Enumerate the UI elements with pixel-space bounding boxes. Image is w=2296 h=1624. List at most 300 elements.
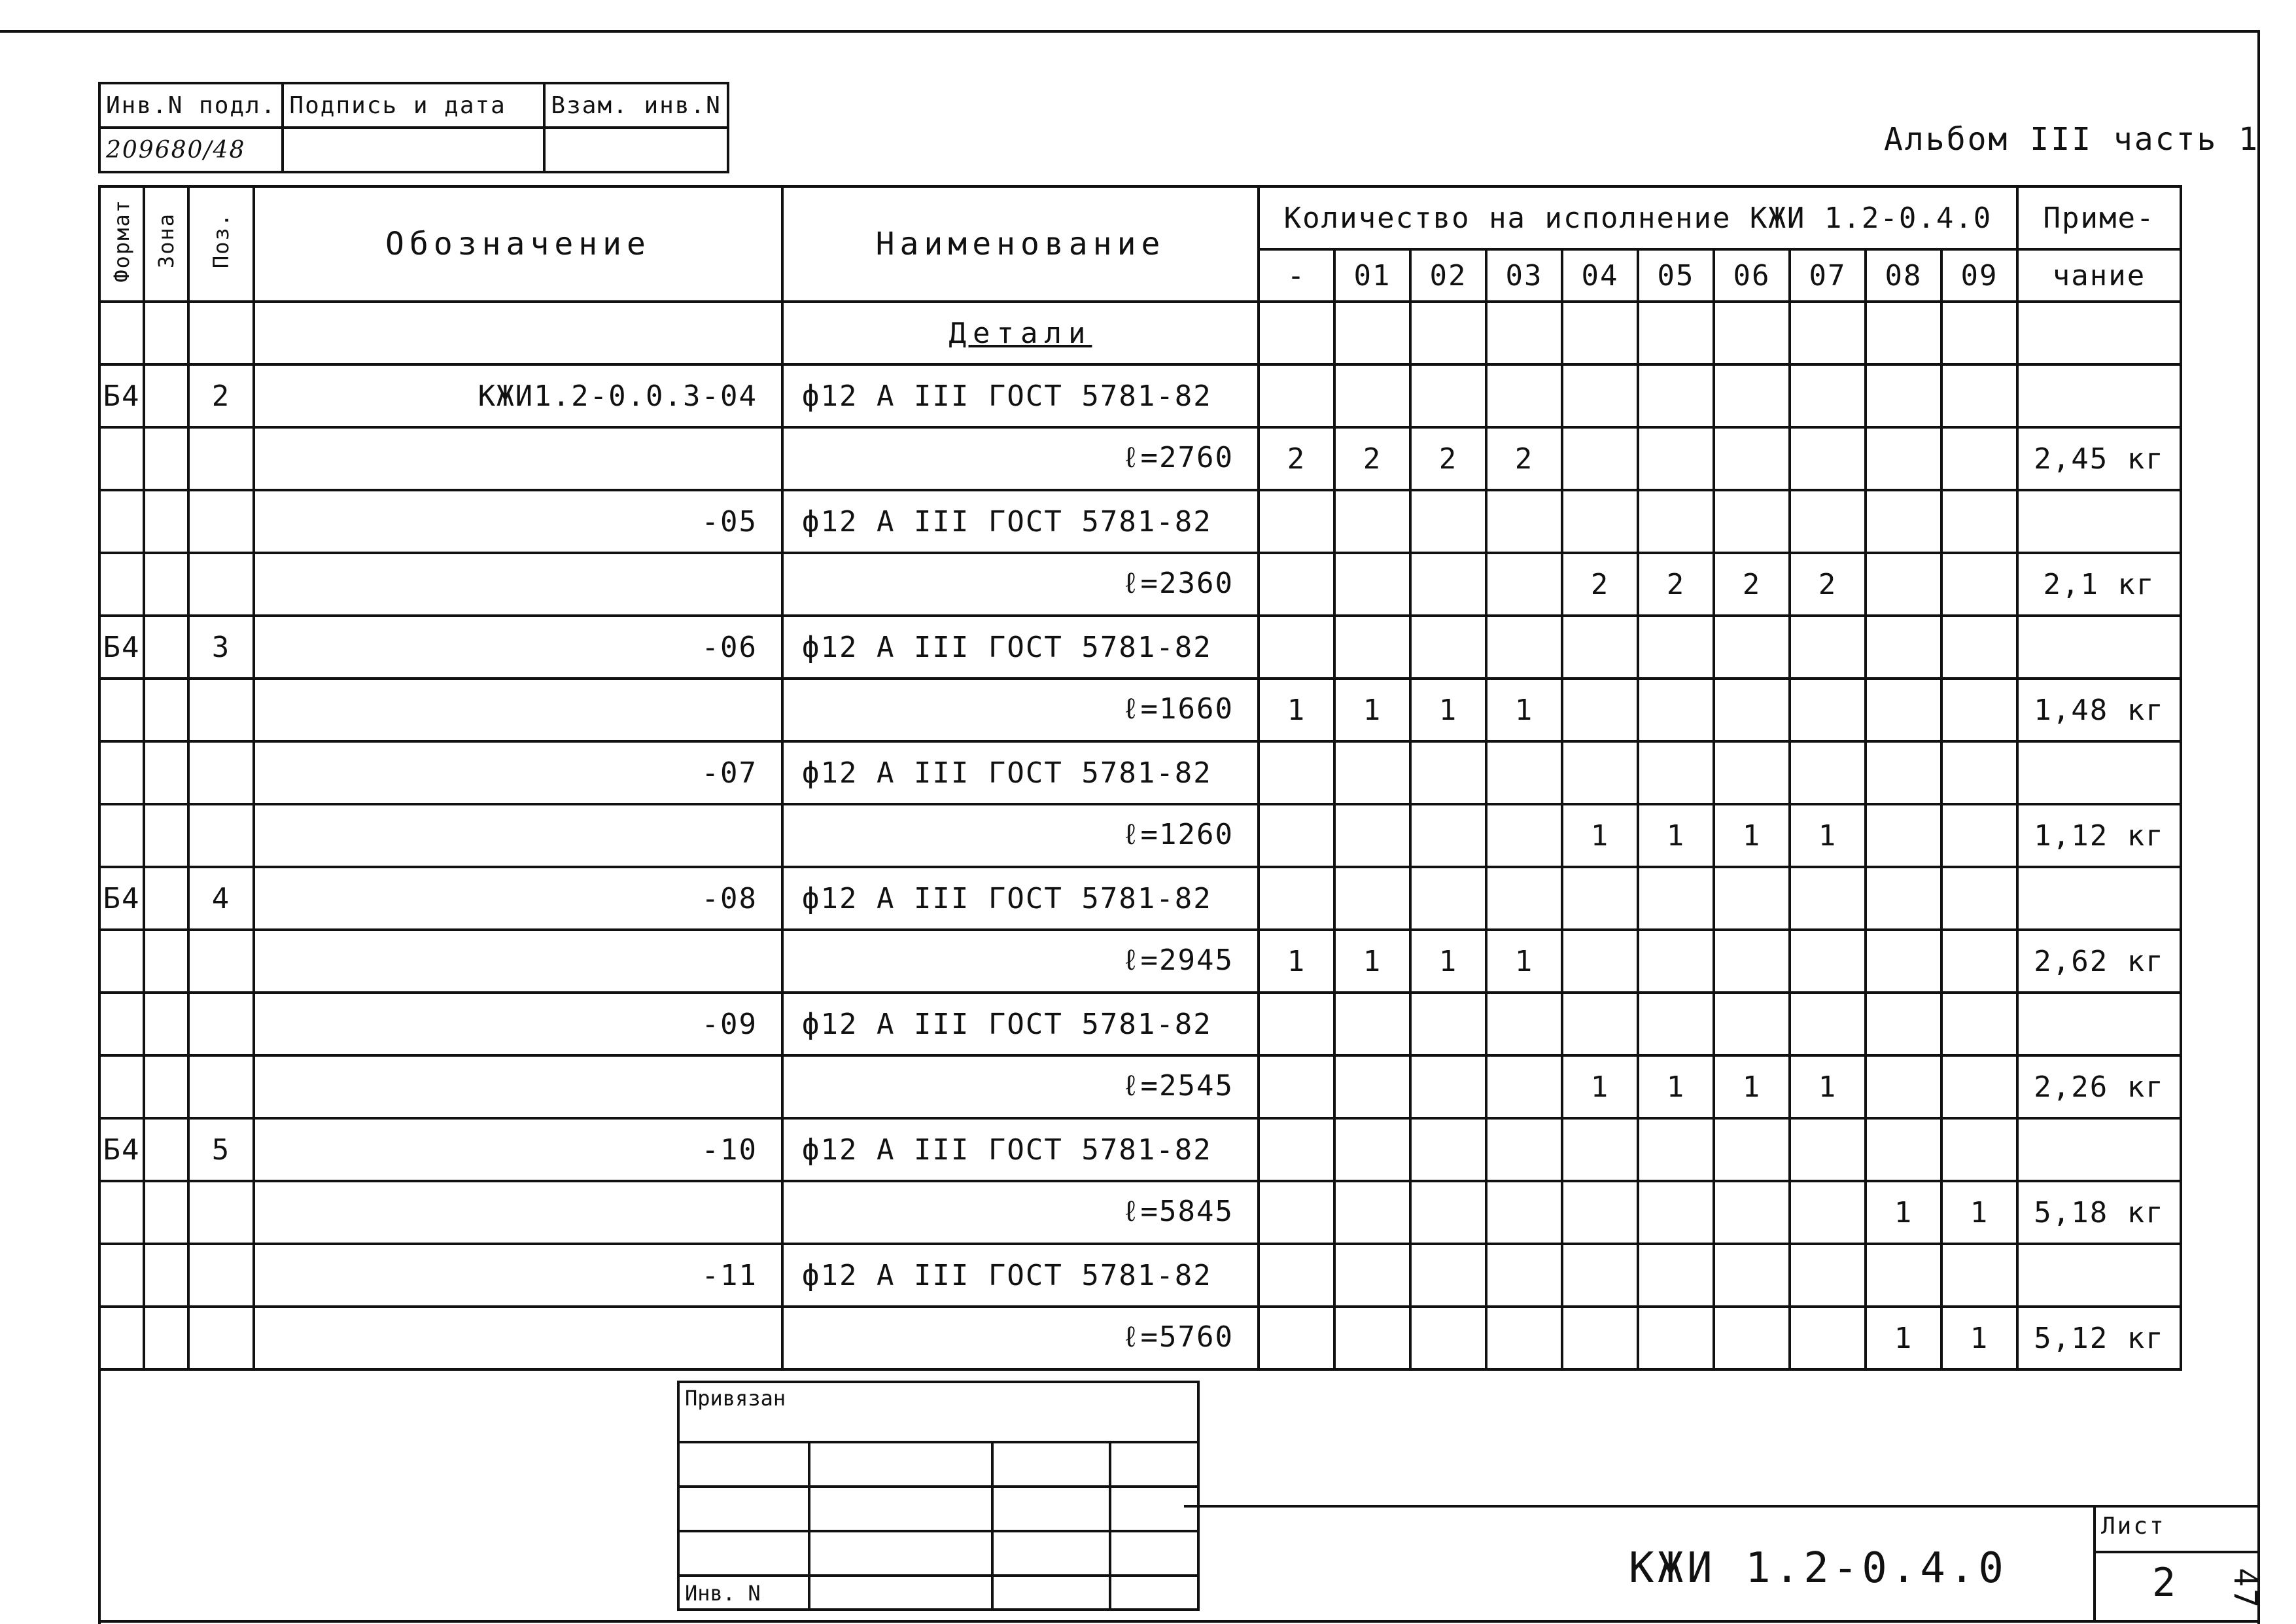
- naimenovanie-cell: ф12 А III ГОСТ 5781-82: [782, 1118, 1259, 1181]
- quantity-cell: [1790, 490, 1866, 553]
- quantity-cell: [1562, 490, 1638, 553]
- oboznachenie-cell: -07: [254, 741, 782, 804]
- quantity-cell: [1486, 1118, 1562, 1181]
- quantity-cell: 1: [1259, 679, 1334, 741]
- quantity-cell: [1866, 867, 1941, 930]
- quantity-cell: 1: [1562, 1055, 1638, 1118]
- quantity-cell: [1714, 1307, 1790, 1369]
- header-execution-2: 02: [1410, 249, 1486, 302]
- oboznachenie-cell: [254, 930, 782, 993]
- quantity-cell: [1866, 427, 1941, 490]
- quantity-cell: [1410, 553, 1486, 616]
- zona-cell: [144, 930, 188, 993]
- table-row: [99, 867, 2181, 930]
- table-row: [99, 427, 2181, 490]
- quantity-cell: [1941, 490, 2017, 553]
- poz-cell: [188, 804, 254, 867]
- zona-cell: [144, 1244, 188, 1307]
- quantity-cell: [1638, 679, 1714, 741]
- note-cell: [2017, 490, 2181, 553]
- quantity-cell: 1: [1334, 679, 1410, 741]
- quantity-cell: [1259, 1118, 1334, 1181]
- quantity-cell: 2: [1410, 427, 1486, 490]
- quantity-cell: [1259, 616, 1334, 679]
- table-row: [99, 616, 2181, 679]
- quantity-cell: [1866, 804, 1941, 867]
- specification-table: [98, 185, 2182, 1371]
- quantity-cell: [1562, 993, 1638, 1055]
- quantity-cell: [1790, 741, 1866, 804]
- naimenovanie-cell: ф12 А III ГОСТ 5781-82: [782, 993, 1259, 1055]
- note-cell: [2017, 1244, 2181, 1307]
- quantity-cell: 1: [1486, 679, 1562, 741]
- quantity-cell: [1486, 490, 1562, 553]
- oboznachenie-cell: [254, 1307, 782, 1369]
- quantity-cell: [1638, 427, 1714, 490]
- poz-cell: 3: [188, 616, 254, 679]
- poz-cell: [188, 1181, 254, 1244]
- quantity-cell: [1638, 1244, 1714, 1307]
- quantity-cell: [1790, 1307, 1866, 1369]
- quantity-cell: [1866, 364, 1941, 427]
- vzam-label: Взам. инв.N: [544, 83, 727, 128]
- quantity-cell: [1866, 553, 1941, 616]
- oboznachenie-cell: [254, 679, 782, 741]
- quantity-cell: [1714, 679, 1790, 741]
- quantity-cell: [1790, 364, 1866, 427]
- quantity-cell: [1334, 1181, 1410, 1244]
- oboznachenie-cell: -10: [254, 1118, 782, 1181]
- quantity-cell: [1638, 616, 1714, 679]
- oboznachenie-cell: -06: [254, 616, 782, 679]
- format-cell: [99, 679, 144, 741]
- format-cell: Б4: [99, 1118, 144, 1181]
- quantity-cell: [1334, 1307, 1410, 1369]
- quantity-cell: [1334, 993, 1410, 1055]
- quantity-cell: [1714, 867, 1790, 930]
- quantity-cell: [1486, 1055, 1562, 1118]
- quantity-cell: [1714, 930, 1790, 993]
- quantity-cell: 1: [1714, 1055, 1790, 1118]
- quantity-cell: 1: [1259, 930, 1334, 993]
- section-title: Детали: [782, 302, 1259, 364]
- quantity-cell: [1866, 679, 1941, 741]
- quantity-cell: [1259, 993, 1334, 1055]
- poz-cell: [188, 553, 254, 616]
- oboznachenie-cell: КЖИ1.2-0.0.3-04: [254, 364, 782, 427]
- quantity-cell: [1562, 616, 1638, 679]
- oboznachenie-cell: -05: [254, 490, 782, 553]
- quantity-cell: [1866, 490, 1941, 553]
- naimenovanie-cell: ф12 А III ГОСТ 5781-82: [782, 867, 1259, 930]
- header-execution-8: 08: [1866, 249, 1941, 302]
- note-cell: 1,48 кг: [2017, 679, 2181, 741]
- quantity-cell: [1941, 616, 2017, 679]
- quantity-cell: [1790, 1181, 1866, 1244]
- zona-cell: [144, 553, 188, 616]
- format-cell: Б4: [99, 616, 144, 679]
- poz-cell: [188, 993, 254, 1055]
- quantity-cell: [1334, 616, 1410, 679]
- quantity-cell: [1790, 867, 1866, 930]
- poz-cell: [188, 741, 254, 804]
- quantity-cell: [1866, 1244, 1941, 1307]
- quantity-cell: [1790, 616, 1866, 679]
- podpis-label: Подпись и дата: [283, 83, 544, 128]
- quantity-cell: [1790, 679, 1866, 741]
- zona-cell: [144, 741, 188, 804]
- header-execution-7: 07: [1790, 249, 1866, 302]
- table-row: [99, 993, 2181, 1055]
- poz-cell: 2: [188, 364, 254, 427]
- header-execution-5: 05: [1638, 249, 1714, 302]
- naimenovanie-cell: ф12 А III ГОСТ 5781-82: [782, 616, 1259, 679]
- quantity-cell: [1259, 1181, 1334, 1244]
- quantity-cell: [1259, 1055, 1334, 1118]
- quantity-cell: [1790, 1118, 1866, 1181]
- quantity-cell: [1941, 1244, 2017, 1307]
- archive-stamp: [98, 82, 729, 173]
- naimenovanie-cell: ℓ=1260: [782, 804, 1259, 867]
- poz-cell: [188, 427, 254, 490]
- quantity-cell: 1: [1410, 679, 1486, 741]
- naimenovanie-cell: ℓ=1660: [782, 679, 1259, 741]
- quantity-cell: [1259, 804, 1334, 867]
- zona-cell: [144, 804, 188, 867]
- quantity-cell: [1790, 1244, 1866, 1307]
- quantity-cell: [1334, 867, 1410, 930]
- poz-cell: [188, 679, 254, 741]
- quantity-cell: [1259, 553, 1334, 616]
- privyazan-stamp: [677, 1381, 1200, 1611]
- quantity-cell: [1638, 490, 1714, 553]
- quantity-cell: [1714, 1244, 1790, 1307]
- quantity-cell: [1259, 1244, 1334, 1307]
- quantity-cell: [1334, 1244, 1410, 1307]
- inv-podl-label: Инв.N подл.: [99, 83, 283, 128]
- quantity-cell: [1638, 867, 1714, 930]
- oboznachenie-cell: -09: [254, 993, 782, 1055]
- inv-podl-value: 209680/48: [99, 128, 283, 172]
- header-execution-6: 06: [1714, 249, 1790, 302]
- quantity-cell: [1410, 490, 1486, 553]
- quantity-cell: [1941, 1118, 2017, 1181]
- quantity-cell: 2: [1714, 553, 1790, 616]
- quantity-cell: [1410, 993, 1486, 1055]
- quantity-cell: 1: [1790, 804, 1866, 867]
- quantity-cell: 2: [1334, 427, 1410, 490]
- naimenovanie-cell: ℓ=5760: [782, 1307, 1259, 1369]
- quantity-cell: [1866, 616, 1941, 679]
- format-cell: [99, 427, 144, 490]
- header-chanie: чание: [2017, 249, 2181, 302]
- zona-cell: [144, 993, 188, 1055]
- quantity-cell: [1259, 741, 1334, 804]
- quantity-cell: 1: [1334, 930, 1410, 993]
- section-note-cell: [2017, 302, 2181, 364]
- naimenovanie-cell: ℓ=2360: [782, 553, 1259, 616]
- note-cell: [2017, 741, 2181, 804]
- oboznachenie-cell: -11: [254, 1244, 782, 1307]
- quantity-cell: [1714, 616, 1790, 679]
- quantity-cell: [1334, 1118, 1410, 1181]
- vzam-value: [544, 128, 727, 172]
- quantity-cell: [1941, 804, 2017, 867]
- quantity-cell: [1714, 993, 1790, 1055]
- quantity-cell: [1486, 616, 1562, 679]
- quantity-cell: [1334, 364, 1410, 427]
- note-cell: [2017, 616, 2181, 679]
- quantity-cell: [1486, 364, 1562, 427]
- naimenovanie-cell: ф12 А III ГОСТ 5781-82: [782, 741, 1259, 804]
- format-cell: Б4: [99, 867, 144, 930]
- zona-cell: [144, 616, 188, 679]
- list-box-mid-line: [2093, 1551, 2257, 1553]
- section-zona-cell: [144, 302, 188, 364]
- section-oboz-cell: [254, 302, 782, 364]
- quantity-cell: [1866, 1118, 1941, 1181]
- quantity-cell: [1790, 427, 1866, 490]
- quantity-cell: [1486, 867, 1562, 930]
- quantity-cell: [1410, 1055, 1486, 1118]
- header-execution-4: 04: [1562, 249, 1638, 302]
- table-row: [99, 1307, 2181, 1369]
- note-cell: 1,12 кг: [2017, 804, 2181, 867]
- format-cell: [99, 804, 144, 867]
- podpis-value: [283, 128, 544, 172]
- quantity-cell: [1410, 364, 1486, 427]
- zona-cell: [144, 679, 188, 741]
- quantity-cell: 1: [1790, 1055, 1866, 1118]
- quantity-cell: [1866, 741, 1941, 804]
- quantity-cell: [1410, 867, 1486, 930]
- quantity-cell: [1259, 490, 1334, 553]
- quantity-cell: [1638, 1307, 1714, 1369]
- header-poz: Поз.: [188, 186, 254, 302]
- quantity-cell: [1334, 1055, 1410, 1118]
- list-box-left-line: [2093, 1505, 2096, 1623]
- quantity-cell: 1: [1866, 1307, 1941, 1369]
- quantity-cell: [1562, 741, 1638, 804]
- quantity-cell: [1562, 867, 1638, 930]
- header-format: Формат: [99, 186, 144, 302]
- oboznachenie-cell: -08: [254, 867, 782, 930]
- quantity-cell: 2: [1259, 427, 1334, 490]
- header-execution-9: 09: [1941, 249, 2017, 302]
- table-row: [99, 490, 2181, 553]
- oboznachenie-cell: [254, 804, 782, 867]
- naimenovanie-cell: ф12 А III ГОСТ 5781-82: [782, 1244, 1259, 1307]
- quantity-cell: [1714, 364, 1790, 427]
- quantity-cell: [1486, 993, 1562, 1055]
- table-row: [99, 364, 2181, 427]
- zona-cell: [144, 1307, 188, 1369]
- oboznachenie-cell: [254, 427, 782, 490]
- quantity-cell: [1941, 993, 2017, 1055]
- header-execution-0: -: [1259, 249, 1334, 302]
- section-poz-cell: [188, 302, 254, 364]
- album-label: Альбом III часть 1: [1884, 121, 2260, 158]
- quantity-cell: [1486, 1244, 1562, 1307]
- quantity-cell: 1: [1714, 804, 1790, 867]
- side-page-number: 47: [2226, 1568, 2263, 1610]
- quantity-cell: [1334, 490, 1410, 553]
- table-row: [99, 679, 2181, 741]
- frame-top-line: [0, 30, 2260, 33]
- header-naimenovanie: Наименование: [782, 186, 1259, 302]
- frame-right-line: [2257, 30, 2260, 1624]
- quantity-cell: [1562, 679, 1638, 741]
- poz-cell: [188, 490, 254, 553]
- header-prime: Приме-: [2017, 186, 2181, 249]
- quantity-cell: [1259, 867, 1334, 930]
- table-row: [99, 1118, 2181, 1181]
- quantity-cell: [1562, 1118, 1638, 1181]
- quantity-cell: [1259, 1307, 1334, 1369]
- quantity-cell: [1866, 930, 1941, 993]
- note-cell: [2017, 993, 2181, 1055]
- naimenovanie-cell: ℓ=2945: [782, 930, 1259, 993]
- header-zona: Зона: [144, 186, 188, 302]
- naimenovanie-cell: ф12 А III ГОСТ 5781-82: [782, 364, 1259, 427]
- quantity-cell: [1638, 741, 1714, 804]
- table-row: [99, 741, 2181, 804]
- format-cell: [99, 1181, 144, 1244]
- quantity-cell: [1638, 930, 1714, 993]
- poz-cell: 5: [188, 1118, 254, 1181]
- header-execution-1: 01: [1334, 249, 1410, 302]
- quantity-cell: [1334, 553, 1410, 616]
- quantity-cell: [1638, 364, 1714, 427]
- quantity-cell: [1714, 490, 1790, 553]
- quantity-cell: 1: [1638, 1055, 1714, 1118]
- quantity-cell: [1941, 679, 2017, 741]
- quantity-cell: [1941, 741, 2017, 804]
- note-cell: 2,62 кг: [2017, 930, 2181, 993]
- privyazan-label: Привязан: [678, 1382, 1198, 1442]
- quantity-cell: [1941, 553, 2017, 616]
- quantity-cell: 1: [1941, 1181, 2017, 1244]
- list-label: Лист: [2101, 1513, 2166, 1540]
- quantity-cell: [1259, 364, 1334, 427]
- oboznachenie-cell: [254, 553, 782, 616]
- poz-cell: [188, 1307, 254, 1369]
- header-execution-3: 03: [1486, 249, 1562, 302]
- quantity-cell: [1486, 1307, 1562, 1369]
- quantity-cell: [1941, 427, 2017, 490]
- quantity-cell: [1941, 867, 2017, 930]
- zona-cell: [144, 1055, 188, 1118]
- frame-bottom-line: [98, 1620, 2260, 1623]
- format-cell: [99, 741, 144, 804]
- header-kolichestvo: Количество на исполнение КЖИ 1.2-0.4.0: [1259, 186, 2017, 249]
- note-cell: 5,12 кг: [2017, 1307, 2181, 1369]
- table-row: [99, 553, 2181, 616]
- naimenovanie-cell: ℓ=2760: [782, 427, 1259, 490]
- section-format-cell: [99, 302, 144, 364]
- quantity-cell: [1410, 741, 1486, 804]
- format-cell: [99, 1244, 144, 1307]
- note-cell: [2017, 1118, 2181, 1181]
- quantity-cell: [1941, 930, 2017, 993]
- quantity-cell: [1486, 804, 1562, 867]
- quantity-cell: [1941, 1055, 2017, 1118]
- quantity-cell: [1866, 993, 1941, 1055]
- quantity-cell: [1410, 1244, 1486, 1307]
- oboznachenie-cell: [254, 1181, 782, 1244]
- quantity-cell: [1638, 1181, 1714, 1244]
- format-cell: [99, 490, 144, 553]
- quantity-cell: [1562, 930, 1638, 993]
- quantity-cell: [1486, 1181, 1562, 1244]
- quantity-cell: [1714, 741, 1790, 804]
- oboznachenie-cell: [254, 1055, 782, 1118]
- quantity-cell: [1334, 804, 1410, 867]
- quantity-cell: [1486, 741, 1562, 804]
- zona-cell: [144, 364, 188, 427]
- naimenovanie-cell: ℓ=5845: [782, 1181, 1259, 1244]
- quantity-cell: 2: [1638, 553, 1714, 616]
- quantity-cell: [1790, 993, 1866, 1055]
- quantity-cell: 1: [1486, 930, 1562, 993]
- quantity-cell: [1562, 1181, 1638, 1244]
- title-block-top-line: [1184, 1505, 2257, 1508]
- poz-cell: [188, 930, 254, 993]
- quantity-cell: [1562, 364, 1638, 427]
- table-row: [99, 1055, 2181, 1118]
- naimenovanie-cell: ф12 А III ГОСТ 5781-82: [782, 490, 1259, 553]
- quantity-cell: [1562, 1244, 1638, 1307]
- quantity-cell: 1: [1638, 804, 1714, 867]
- zona-cell: [144, 490, 188, 553]
- zona-cell: [144, 1181, 188, 1244]
- quantity-cell: 2: [1562, 553, 1638, 616]
- quantity-cell: [1410, 1118, 1486, 1181]
- zona-cell: [144, 427, 188, 490]
- zona-cell: [144, 867, 188, 930]
- quantity-cell: [1562, 427, 1638, 490]
- note-cell: [2017, 867, 2181, 930]
- note-cell: [2017, 364, 2181, 427]
- quantity-cell: [1866, 1055, 1941, 1118]
- quantity-cell: [1638, 993, 1714, 1055]
- quantity-cell: [1714, 1118, 1790, 1181]
- poz-cell: [188, 1244, 254, 1307]
- table-row: [99, 930, 2181, 993]
- quantity-cell: 1: [1410, 930, 1486, 993]
- table-row: [99, 1181, 2181, 1244]
- quantity-cell: 1: [1941, 1307, 2017, 1369]
- quantity-cell: [1714, 1181, 1790, 1244]
- poz-cell: 4: [188, 867, 254, 930]
- note-cell: 5,18 кг: [2017, 1181, 2181, 1244]
- table-row: [99, 804, 2181, 867]
- inv-n-label: Инв. N: [678, 1576, 809, 1610]
- note-cell: 2,1 кг: [2017, 553, 2181, 616]
- document-code: КЖИ 1.2-0.4.0: [1629, 1544, 2008, 1593]
- quantity-cell: [1410, 1307, 1486, 1369]
- format-cell: [99, 930, 144, 993]
- quantity-cell: [1941, 364, 2017, 427]
- quantity-cell: [1334, 741, 1410, 804]
- quantity-cell: [1410, 804, 1486, 867]
- quantity-cell: 2: [1486, 427, 1562, 490]
- quantity-cell: [1714, 427, 1790, 490]
- format-cell: [99, 553, 144, 616]
- note-cell: 2,26 кг: [2017, 1055, 2181, 1118]
- list-number: 2: [2152, 1560, 2178, 1606]
- table-row: [99, 1244, 2181, 1307]
